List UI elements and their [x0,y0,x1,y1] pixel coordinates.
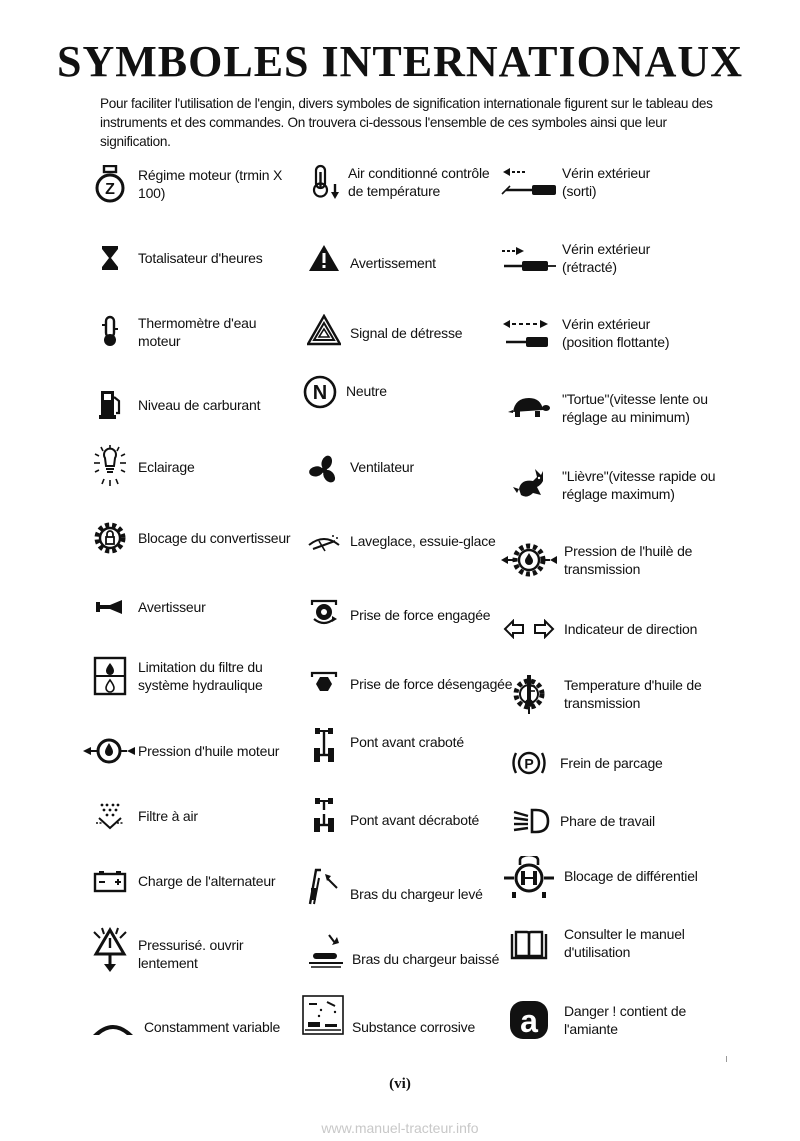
symbol-label: Limitation du filtre du système hydraulique [138,659,263,693]
pressurized-icon [90,924,130,976]
parking-brake-icon [500,746,558,780]
symbol-item [306,664,516,700]
symbol-item [82,734,302,768]
operator-manual-icon [500,924,558,968]
neutral-icon [298,372,342,412]
symbol-item [306,594,506,630]
symbol-item [90,1012,300,1042]
symbol-item [306,452,506,488]
symbol-label: Pont avant craboté [350,734,464,750]
converter-lock-icon [90,518,130,558]
symbol-item [90,442,300,492]
symbol-label: Prise de force engagée [350,607,491,623]
symbol-label: "Tortue"(vitesse lente ou réglage au minimum) [562,391,708,425]
symbol-label: Avertisseur [138,599,206,615]
symbol-item [90,386,300,424]
symbol-item [90,592,300,622]
symbol-item [90,518,300,558]
symbol-label: Pressurisé. ouvrir lentement [138,937,244,971]
symbol-label: Temperature d'huile de transmission [564,677,702,711]
cylinder-extended-icon [500,162,558,202]
air-filter-icon [90,798,130,834]
symbol-label: Niveau de carburant [138,397,261,413]
symbol-label: Blocage de différentiel [564,868,698,884]
symbol-label: Filtre à air [138,808,198,824]
symbol-label: Eclairage [138,459,195,475]
cylinder-float-icon [500,312,558,354]
symbol-label: Charge de l'alternateur [138,873,276,889]
symbol-item [306,724,506,766]
symbol-item [300,992,500,1038]
turn-indicator-icon [500,614,558,644]
symbol-label: Signal de détresse [350,325,463,341]
page-number: (vi) [389,1076,411,1092]
symbol-item [500,804,720,838]
symbol-label: Neutre [346,383,387,399]
pto-disengaged-icon [306,664,342,700]
symbol-label: Totalisateur d'heures [138,250,263,266]
fuel-level-icon [90,386,130,424]
symbol-item [500,238,720,278]
symbol-label: Prise de force désengagée [350,676,513,692]
windshield-wiper-icon [306,526,342,560]
symbol-item [500,996,720,1044]
symbol-item [90,162,300,206]
symbol-item [306,240,506,276]
symbol-label: Laveglace, essuie-glace [350,533,496,549]
symbol-label: Air conditionné contrôle de température [348,165,490,199]
differential-lock-icon [500,854,558,902]
symbol-label: Ventilateur [350,459,414,475]
hydraulic-filter-icon [90,652,130,700]
symbol-label: Vérin extérieur (sorti) [562,165,651,199]
transmission-oil-temperature-icon [500,670,558,718]
work-light-icon [500,804,558,838]
symbol-item [306,930,506,972]
loader-arm-raised-icon [306,862,342,908]
symbol-item [306,310,506,350]
intro-paragraph: Pour faciliter l'utilisation de l'engin, divers symboles de signification internationale figurent sur le tableau des instruments et des commandes. On trouvera ci-dessous l'ensemble de ces symboles ainsi que leur signification. [100,96,713,149]
symbol-item [500,462,730,508]
symbol-label: Bras du chargeur baissé [352,951,500,967]
horn-icon [90,592,130,622]
continuously-variable-icon [90,1012,136,1042]
symbol-item [306,794,506,836]
symbol-label: Indicateur de direction [564,621,698,637]
symbol-label: Danger ! contient de l'amiante [564,1003,687,1037]
symbol-item [90,864,300,898]
margin-mark [726,1056,727,1062]
symbol-item [500,388,730,428]
symbol-label: Pression de l'huilè de transmission [564,543,693,577]
symbol-item [90,924,300,976]
symbol-label: Pression d'huile moteur [138,743,280,759]
symbol-item [500,924,720,968]
symbol-item [90,652,300,700]
symbol-label: Pont avant décraboté [350,812,480,828]
watermark: www.manuel-tracteur.info [321,1120,479,1136]
symbol-label: Frein de parcage [560,755,663,771]
symbol-item [298,372,498,412]
symbol-item [90,312,300,352]
symbol-label: Blocage du convertisseur [138,530,291,546]
symbol-item [90,240,300,276]
symbol-item [306,862,506,908]
symbol-item [500,670,720,718]
warning-triangle-icon [306,240,342,276]
front-axle-engaged-icon [306,724,342,766]
hare-icon [500,462,558,508]
symbol-item [500,746,720,780]
symbol-item [500,854,720,902]
symbol-item [90,798,300,834]
corrosive-icon [300,992,346,1038]
symbol-label: Régime moteur (trmin X 100) [138,167,283,201]
symbol-label: Substance corrosive [352,1019,476,1035]
battery-charge-icon [90,864,130,898]
loader-arm-lowered-icon [306,930,346,972]
cylinder-retracted-icon [500,238,558,278]
symbol-item [306,526,506,560]
fan-icon [306,452,342,488]
symbol-label: Bras du chargeur levé [350,886,483,902]
engine-speed-icon [90,162,130,206]
svg-text:a: a [520,1003,538,1039]
pto-engaged-icon [306,594,342,630]
symbol-label: Phare de travail [560,813,655,829]
page-title: SYMBOLES INTERNATIONAUX [57,37,743,86]
transmission-oil-pressure-icon [500,538,558,582]
hazard-signal-icon [306,310,342,350]
engine-oil-pressure-icon [82,734,136,768]
symbol-label: Vérin extérieur (rétracté) [562,241,651,275]
symbol-label: Vérin extérieur (position flottante) [562,316,670,350]
symbol-label: Thermomètre d'eau moteur [138,315,257,349]
symbol-label: Avertissement [350,255,436,271]
symbol-item [500,162,720,202]
symbol-label: Constamment variable [144,1019,281,1035]
asbestos-danger-icon [500,996,558,1044]
svg-text:Z: Z [105,181,115,198]
air-conditioning-icon [306,162,342,202]
symbol-item [500,614,720,644]
hour-meter-icon [90,240,130,276]
svg-text:N: N [312,382,328,404]
front-axle-disengaged-icon [306,794,342,836]
turtle-icon [500,388,558,428]
symbol-label: "Lièvre"(vitesse rapide ou réglage maximum) [562,468,716,502]
water-temperature-icon [90,312,130,352]
svg-text:P: P [524,755,534,772]
symbol-item [500,312,720,354]
symbol-item [306,162,506,202]
symbol-item [500,538,720,582]
symbol-label: Consulter le manuel d'utilisation [564,926,685,960]
lighting-icon [90,442,130,492]
